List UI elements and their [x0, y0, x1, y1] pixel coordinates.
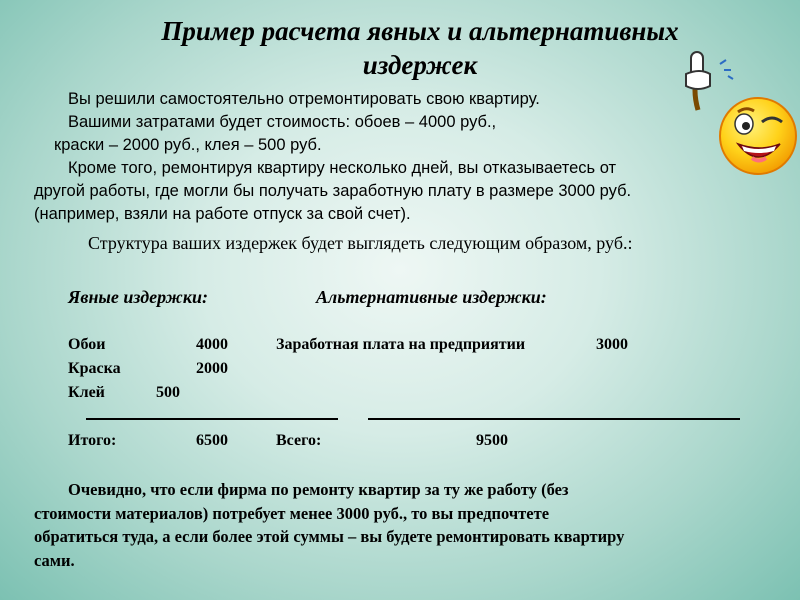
- title-line-1: Пример расчета явных и альтернативных: [161, 16, 679, 46]
- intro-line: краски – 2000 руб., клея – 500 руб.: [54, 136, 322, 154]
- grand-total-value: 9500: [476, 432, 508, 449]
- explicit-item-label: Обои: [68, 336, 106, 353]
- conclusion-line: сами.: [34, 550, 75, 570]
- alternative-item-value: 3000: [596, 336, 628, 353]
- explicit-sum-rule: [86, 418, 338, 420]
- intro-line: Вы решили самостоятельно отремонтировать свою квартиру.: [68, 90, 540, 108]
- explicit-item-label: Клей: [68, 384, 105, 401]
- alternative-item-label: Заработная плата на предприятии: [276, 336, 526, 353]
- conclusion-line: стоимости материалов) потребует менее 3000 руб., то вы предпочтете: [34, 503, 550, 523]
- winking-smiley-icon: [676, 48, 800, 180]
- alternative-sum-rule: [368, 418, 740, 420]
- conclusion-paragraph: [34, 478, 774, 572]
- intro-line: другой работы, где могли бы получать заработную плату в размере 3000 руб.: [34, 182, 632, 200]
- explicit-item-value: 500: [156, 384, 180, 401]
- explicit-item-value: 4000: [196, 336, 228, 353]
- total-value: 6500: [196, 432, 228, 449]
- intro-line: Вашими затратами будет стоимость: обоев – 4000 руб.,: [68, 113, 497, 131]
- conclusion-line: обратиться туда, а если более этой суммы – вы будете ремонтировать квартиру: [34, 527, 625, 546]
- explicit-item-value: 2000: [196, 360, 228, 377]
- intro-line: Кроме того, ремонтируя квартиру несколько дней, вы отказываетесь от: [68, 159, 617, 177]
- intro-paragraph: [34, 88, 774, 226]
- total-label: Итого:: [68, 432, 117, 449]
- slide-title: [60, 14, 780, 82]
- explicit-costs-header: Явные издержки:: [68, 287, 208, 307]
- title-line-2: издержек: [362, 50, 478, 80]
- pointing-finger-icon: [686, 52, 710, 110]
- structure-caption: Структура ваших издержек будет выглядеть следующим образом, руб.:: [88, 233, 633, 253]
- conclusion-line: Очевидно, что если фирма по ремонту квартир за ту же работу (без: [68, 480, 569, 499]
- alternative-costs-header: Альтернативные издержки:: [316, 287, 547, 307]
- explicit-item-label: Краска: [68, 360, 121, 377]
- grand-total-label: Всего:: [276, 432, 322, 449]
- intro-line: (например, взяли на работе отпуск за свой счет).: [34, 205, 411, 223]
